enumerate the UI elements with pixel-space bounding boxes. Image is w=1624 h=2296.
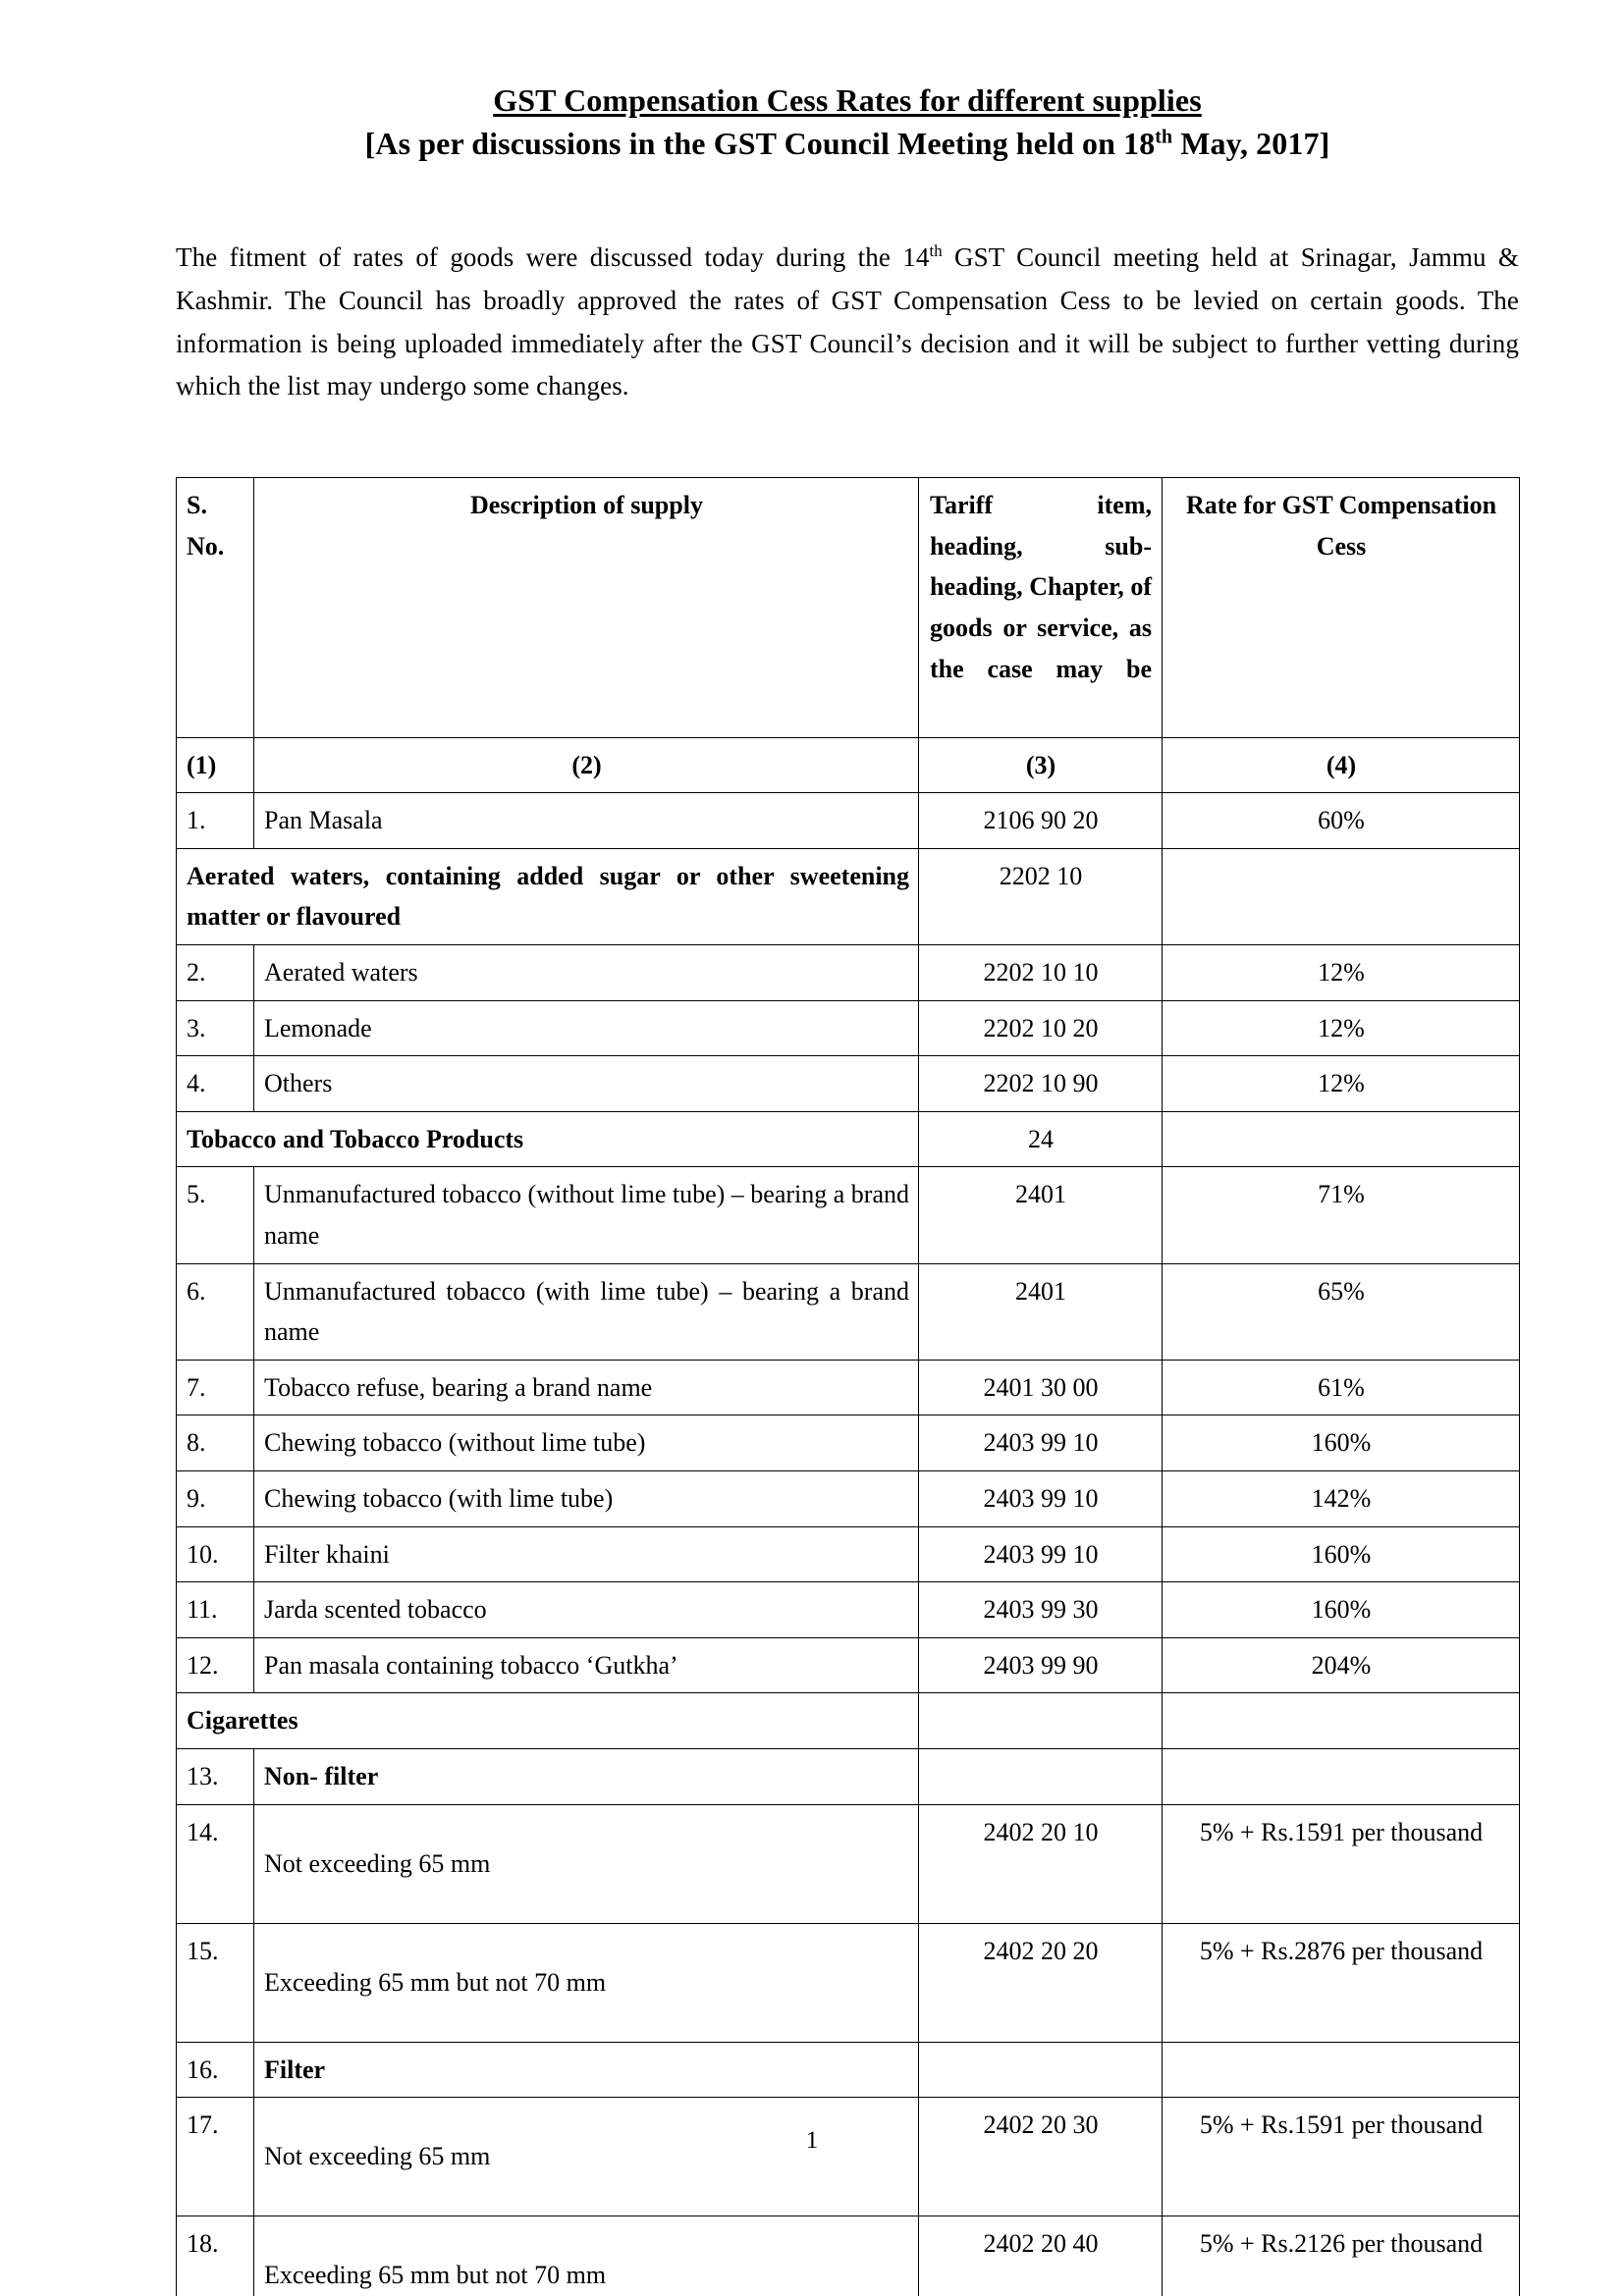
table-row: [177, 1582, 1520, 1638]
row-description: Filter: [254, 2042, 919, 2098]
row-rate: 60%: [1163, 793, 1520, 849]
row-rate: 5% + Rs.2876 per thousand: [1163, 1923, 1520, 2042]
row-description: Unmanufactured tobacco (without lime tube) – bearing a brand name: [254, 1167, 919, 1263]
row-tariff: 2202 10: [919, 848, 1163, 944]
header-rate: Rate for GST Compensation Cess: [1163, 478, 1520, 738]
row-serial: 5.: [177, 1167, 254, 1263]
section-title: Aerated waters, containing added sugar or other sweetening matter or flavoured: [177, 848, 919, 944]
row-tariff: 2403 99 10: [919, 1526, 1163, 1582]
row-rate: [1163, 1111, 1520, 1167]
table-row: [177, 1748, 1520, 1804]
row-tariff: 2401: [919, 1167, 1163, 1263]
table-section-row: [177, 1111, 1520, 1167]
row-description: Chewing tobacco (without lime tube): [254, 1415, 919, 1471]
row-description: Others: [254, 1056, 919, 1112]
row-serial: 14.: [177, 1804, 254, 1923]
header-serial-number: [177, 478, 254, 738]
column-number-4: (4): [1163, 737, 1520, 793]
document-title-secondary: [176, 124, 1519, 165]
document-body: [176, 0, 1519, 2296]
table-row: [177, 1360, 1520, 1415]
row-tariff: 2106 90 20: [919, 793, 1163, 849]
row-description: Not exceeding 65 mm: [254, 1804, 919, 1923]
table-row: [177, 2098, 1520, 2216]
row-rate: [1163, 848, 1520, 944]
row-rate: 5% + Rs.2126 per thousand: [1163, 2216, 1520, 2296]
table-row: [177, 1637, 1520, 1693]
cess-rates-table: [176, 477, 1520, 2296]
row-description: Aerated waters: [254, 945, 919, 1001]
table-section-row: [177, 848, 1520, 944]
row-description: Non- filter: [254, 1748, 919, 1804]
column-number-1: (1): [177, 737, 254, 793]
row-tariff: 2403 99 10: [919, 1471, 1163, 1527]
row-rate: 61%: [1163, 1360, 1520, 1415]
table-row: [177, 1263, 1520, 1360]
row-rate: 160%: [1163, 1582, 1520, 1638]
row-description: Jarda scented tobacco: [254, 1582, 919, 1638]
document-title-ordinal-suffix: th: [1155, 125, 1173, 147]
column-number-2: (2): [254, 737, 919, 793]
table-header-row: [177, 478, 1520, 738]
row-serial: 10.: [177, 1526, 254, 1582]
table-row: [177, 1056, 1520, 1112]
row-rate: 160%: [1163, 1415, 1520, 1471]
header-serial-line1: S.: [187, 491, 207, 520]
row-serial: 4.: [177, 1056, 254, 1112]
row-rate: 204%: [1163, 1637, 1520, 1693]
table-row: [177, 1415, 1520, 1471]
row-tariff: 2402 20 30: [919, 2098, 1163, 2216]
intro-paragraph: [176, 237, 1519, 408]
table-row: [177, 1471, 1520, 1527]
header-tariff-item: Tariff item, heading, sub-heading, Chapter, of goods or service, as the case may be: [919, 478, 1163, 738]
row-rate: 160%: [1163, 1526, 1520, 1582]
row-serial: 12.: [177, 1637, 254, 1693]
row-tariff: [919, 2042, 1163, 2098]
table-row: [177, 1000, 1520, 1056]
row-serial: 17.: [177, 2098, 254, 2216]
row-serial: 9.: [177, 1471, 254, 1527]
row-tariff: [919, 1748, 1163, 1804]
header-description: Description of supply: [254, 478, 919, 738]
row-serial: 2.: [177, 945, 254, 1001]
document-title-secondary-post: May, 2017]: [1172, 125, 1330, 161]
section-title: Tobacco and Tobacco Products: [177, 1111, 919, 1167]
row-rate: 65%: [1163, 1263, 1520, 1360]
row-tariff: 2402 20 40: [919, 2216, 1163, 2296]
row-description: Pan masala containing tobacco ‘Gutkha’: [254, 1637, 919, 1693]
row-description: Pan Masala: [254, 793, 919, 849]
row-description: Exceeding 65 mm but not 70 mm: [254, 1923, 919, 2042]
document-title-primary-text: GST Compensation Cess Rates for different supplies: [493, 82, 1202, 118]
row-tariff: 24: [919, 1111, 1163, 1167]
row-tariff: [919, 1693, 1163, 1749]
table-row: [177, 1804, 1520, 1923]
row-description: Lemonade: [254, 1000, 919, 1056]
table-row: [177, 2216, 1520, 2296]
row-serial: 3.: [177, 1000, 254, 1056]
row-description: Unmanufactured tobacco (with lime tube) – bearing a brand name: [254, 1263, 919, 1360]
table-row: [177, 1526, 1520, 1582]
row-rate: 71%: [1163, 1167, 1520, 1263]
row-description: Tobacco refuse, bearing a brand name: [254, 1360, 919, 1415]
intro-ordinal-suffix: th: [929, 241, 943, 261]
row-description: Filter khaini: [254, 1526, 919, 1582]
table-row: [177, 945, 1520, 1001]
row-rate: 12%: [1163, 1056, 1520, 1112]
section-title: Cigarettes: [177, 1693, 919, 1749]
row-serial: 1.: [177, 793, 254, 849]
row-serial: 15.: [177, 1923, 254, 2042]
row-serial: 11.: [177, 1582, 254, 1638]
row-rate: [1163, 2042, 1520, 2098]
row-rate: 12%: [1163, 1000, 1520, 1056]
row-rate: 142%: [1163, 1471, 1520, 1527]
page-number: 1: [805, 2127, 819, 2154]
table-row: [177, 793, 1520, 849]
row-tariff: 2401: [919, 1263, 1163, 1360]
table-row: [177, 2042, 1520, 2098]
row-description: Chewing tobacco (with lime tube): [254, 1471, 919, 1527]
document-title-block: [176, 0, 1519, 164]
row-tariff: 2402 20 10: [919, 1804, 1163, 1923]
row-rate: 12%: [1163, 945, 1520, 1001]
row-description: Exceeding 65 mm but not 70 mm: [254, 2216, 919, 2296]
document-title-primary: [176, 80, 1519, 122]
row-serial: 18.: [177, 2216, 254, 2296]
column-number-3: (3): [919, 737, 1163, 793]
row-rate: [1163, 1693, 1520, 1749]
row-rate: [1163, 1748, 1520, 1804]
row-rate: 5% + Rs.1591 per thousand: [1163, 1804, 1520, 1923]
intro-part-one: The fitment of rates of goods were discussed today during the 14: [176, 242, 930, 273]
row-serial: 7.: [177, 1360, 254, 1415]
row-tariff: 2403 99 90: [919, 1637, 1163, 1693]
row-serial: 13.: [177, 1748, 254, 1804]
row-tariff: 2402 20 20: [919, 1923, 1163, 2042]
row-tariff: 2403 99 30: [919, 1582, 1163, 1638]
row-tariff: 2202 10 10: [919, 945, 1163, 1001]
intro-part-two: GST Council meeting held at Srinagar, Jammu & Kashmir. The Council has broadly approved the rates of GST Compensation Cess to be levied on certain goods. The information is being uploaded immediately after the GST Council’s decision and it will be subject to further vetting during which the list may undergo some changes.: [176, 242, 1519, 401]
header-serial-line2: No.: [187, 531, 225, 561]
column-number-row: [177, 737, 1520, 793]
table-section-row: [177, 1693, 1520, 1749]
row-tariff: 2202 10 20: [919, 1000, 1163, 1056]
row-tariff: 2202 10 90: [919, 1056, 1163, 1112]
document-title-secondary-pre: [As per discussions in the GST Council Meeting held on 18: [364, 125, 1156, 161]
row-serial: 16.: [177, 2042, 254, 2098]
table-row: [177, 1923, 1520, 2042]
row-tariff: 2401 30 00: [919, 1360, 1163, 1415]
row-description: Not exceeding 65 mm: [254, 2098, 919, 2216]
row-rate: 5% + Rs.1591 per thousand: [1163, 2098, 1520, 2216]
cess-rates-table-wrapper: [176, 477, 1519, 2296]
row-serial: 6.: [177, 1263, 254, 1360]
row-serial: 8.: [177, 1415, 254, 1471]
row-tariff: 2403 99 10: [919, 1415, 1163, 1471]
table-row: [177, 1167, 1520, 1263]
